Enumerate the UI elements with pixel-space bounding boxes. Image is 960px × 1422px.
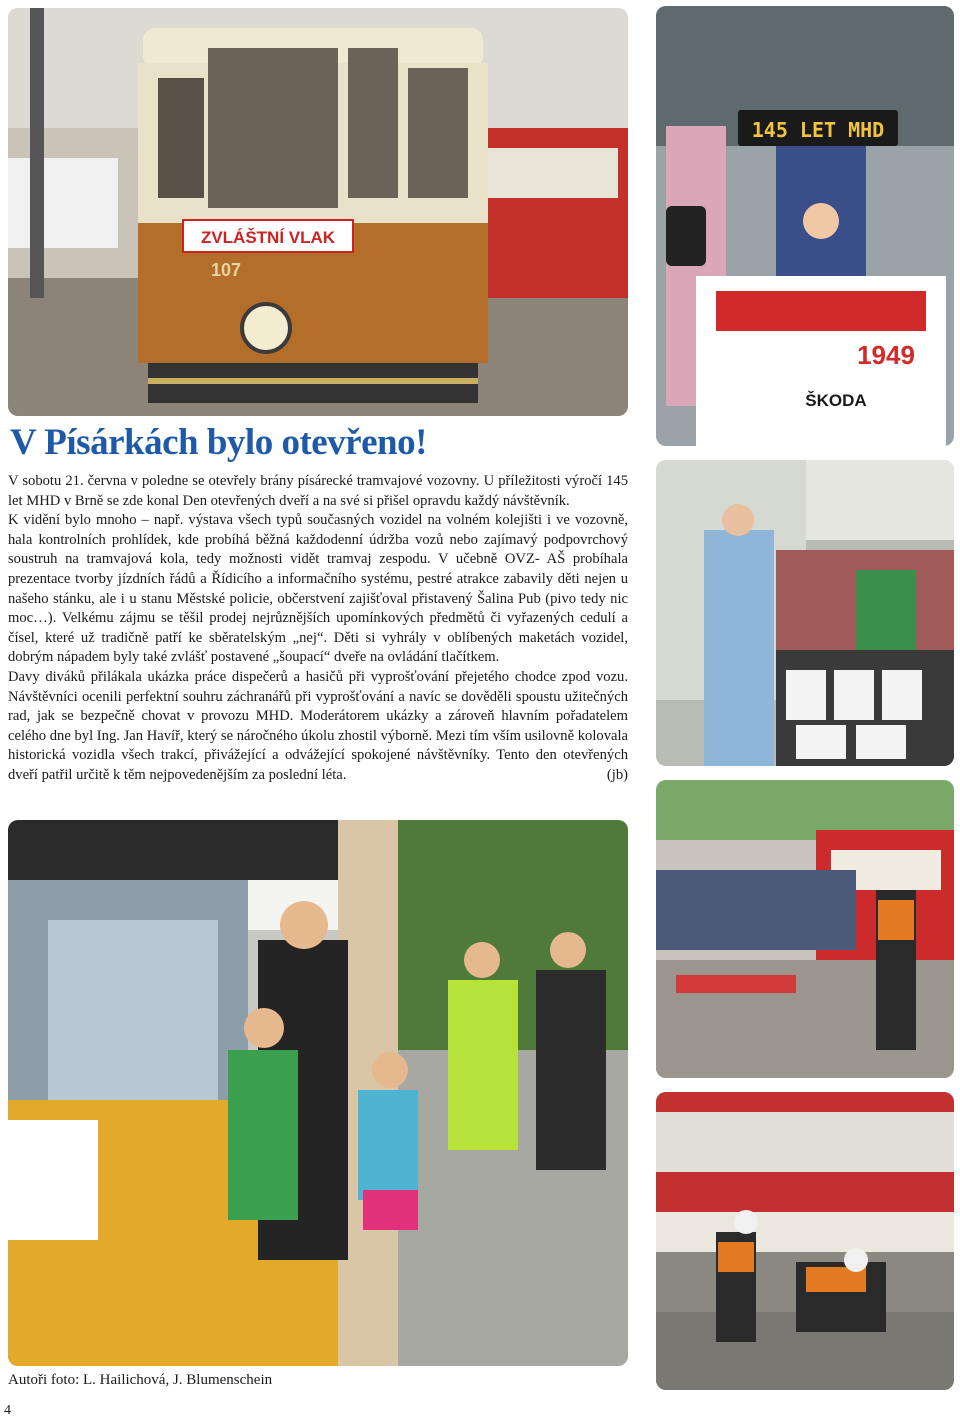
article-headline: V Písárkách bylo otevřeno!	[10, 422, 427, 463]
led-display-text: 145 LET MHD	[751, 118, 885, 142]
souvenir-stall-illustration	[656, 460, 954, 766]
photo-moderator-children	[8, 820, 628, 1366]
article-paragraph	[8, 668, 628, 786]
author-signature: (jb)	[606, 766, 628, 783]
tram-destination-sign: ZVLÁŠTNÍ VLAK	[200, 228, 336, 247]
article-paragraph-text: Davy diváků přilákala ukázka práce dispečerů a hasičů při vyprošťování přejetého chodce zpod vozu. Návštěvníci ocenili perfektní souhru záchranářů při vyprošťování a navíc se dověděli spoustu užitečných rad, jak se bezpečně chovat v provozu MHD. Moderátorem ukázky a zároveň hlavním pořadatelem celého dne byl Ing. Jan Havíř, který se náročného úkolu zhostil výborně. Mezi tím vším usilovně kolovala historická vozidla všech trakcí, přivážející a odvážející spokojené návštěvníky. Tento den otevřených dveří patřil určitě k těm nejpovedenějším za poslední léta.	[8, 668, 628, 783]
article-paragraph: V sobotu 21. června v poledne se otevřely brány písárecké tramvajové vozovny. U příležitosti výročí 145 let MHD v Brně se zde konal Den otevřených dveří a na své si přišel opravdu každý návštěvník.	[8, 473, 628, 509]
tram-model-number: 1949	[857, 340, 915, 370]
tram-brand-logo: ŠKODA	[805, 391, 867, 410]
tram-model-illustration	[656, 6, 954, 446]
photo-credit: Autoři foto: L. Hailichová, J. Blumenschein	[8, 1372, 273, 1388]
tram-number: 107	[210, 260, 242, 280]
article-paragraph: K vidění bylo mnoho – např. výstava všech typů současných vozidel na volném kolejišti i ve vozovně, hala kontrolních prohlídek, kde probíhá běžná každodenní údržba vozů nebo zajímavý podpovrchový soustruh na tramvajová kola, tedy možnosti vidět tramvaj zespodu. V učebně OVZ- AŠ probíhala prezentace tvorby jízdních řádů a Řídicího a informačního systému, pestré atrakce zabavily děti nejen u našeho stánku, ale i u stanu Městské policie, občerstvení zajišťoval přistavený Šalina Pub (pivo tedy nic moc…). Velkému zájmu se těšil prodej nejrůznějších upomínkových předmětů či vyřazených cedulí a čísel, které už tradičně patří ke sběratelským „nej“. Děti si vyhrály v oblíbených maketách vozidel, dobrým nápadem byly také zvlášť postavené „šoupací“ dveře na ovládání tlačítkem.	[8, 512, 628, 666]
historic-tram-illustration	[8, 8, 628, 416]
photo-firefighters-crowd	[656, 780, 954, 1078]
tram-rescue-illustration	[656, 1092, 954, 1390]
article-body	[8, 472, 628, 786]
photo-historic-tram	[8, 8, 628, 416]
page-number: 4	[4, 1403, 11, 1418]
photo-tram-model-children	[656, 6, 954, 446]
moderator-children-illustration	[8, 820, 628, 1366]
photo-souvenir-stall	[656, 460, 954, 766]
photo-tram-rescue	[656, 1092, 954, 1390]
firefighters-crowd-illustration	[656, 780, 954, 1078]
